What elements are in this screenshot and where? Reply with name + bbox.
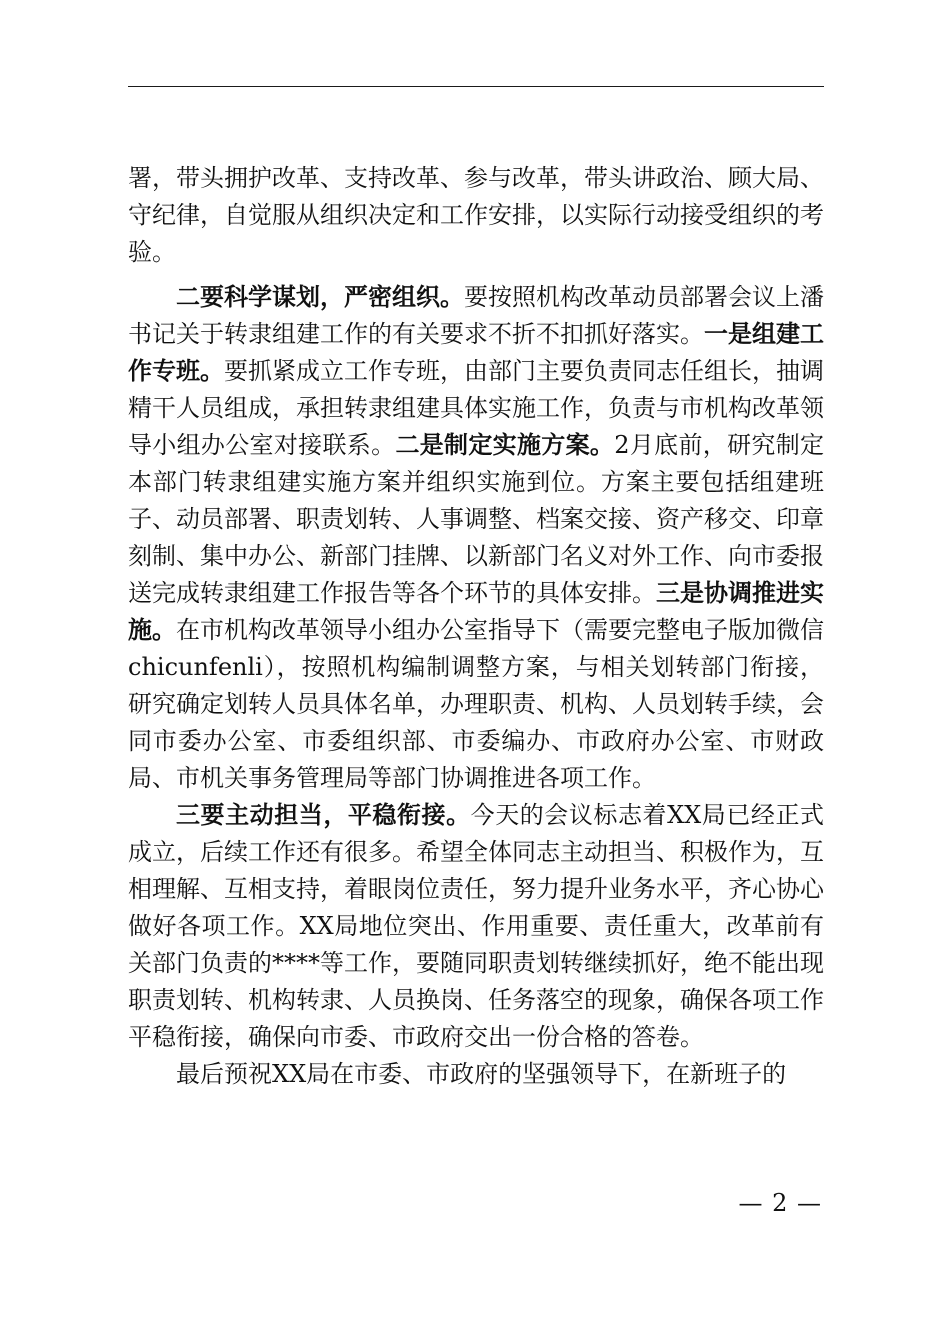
item-text: 要抓紧成立工作专班，由部门主要负责同志任组长，抽调精干人员组成，承担转隶组建具体实施工作，负责与市机构改革领导小组办公室对接联系。 [128,357,824,459]
paragraph-text: 要按照机构改革动员部署会议上潘书记关于转隶组建工作的有关要求不折不扣抓好落实。 [128,283,824,348]
item-title: 二是制定实施方案。 [395,431,615,459]
paragraph-intro [128,160,824,271]
section-heading: 三要主动担当，平稳衔接。 [176,801,471,829]
paragraph-section-two [128,279,824,797]
item-text: 在市机构改革领导小组办公室指导下（需要完整电子版加微信 chicunfenli），按照机构编制调整方案，与相关划转部门衔接，研究确定划转人员具体名单，办理职责、机构、人员划转手续，会同市委办公室、市委组织部、市委编办、市政府办公室、市财政局、市机关事务管理局等部门协调推进各项工作。 [128,616,824,792]
paragraph-closing [128,1056,824,1093]
paragraph-text: 今天的会议标志着XX局已经正式成立，后续工作还有很多。希望全体同志主动担当、积极作为，互相理解、互相支持，着眼岗位责任，努力提升业务水平，齐心协心做好各项工作。XX局地位突出、作用重要、责任重大，改革前有关部门负责的****等工作，要随同职责划转继续抓好，绝不能出现职责划转、机构转隶、人员换岗、任务落空的现象，确保各项工作平稳衔接，确保向市委、市政府交出一份合格的答卷。 [128,801,825,1051]
page-number: — 2 — [738,1189,822,1217]
item-title: 一是组建工作专班。 [128,320,824,385]
item-title: 三是协调推进实施。 [128,579,824,644]
item-text: 2月底前，研究制定本部门转隶组建实施方案并组织实施到位。方案主要包括组建班子、动员部署、职责划转、人事调整、档案交接、资产移交、印章刻制、集中办公、新部门挂牌、以新部门名义对外工作、向市委报送完成转隶组建工作报告等各个环节的具体安排。 [128,431,825,607]
paragraph-section-three [128,797,824,1056]
document-body [128,160,824,1093]
paragraph-text: 最后预祝XX局在市委、市政府的坚强领导下，在新班子的 [176,1060,787,1088]
section-heading: 二要科学谋划，严密组织。 [176,283,464,311]
header-rule [128,86,824,87]
paragraph-text: 署，带头拥护改革、支持改革、参与改革，带头讲政治、顾大局、守纪律，自觉服从组织决定和工作安排，以实际行动接受组织的考验。 [128,164,824,266]
